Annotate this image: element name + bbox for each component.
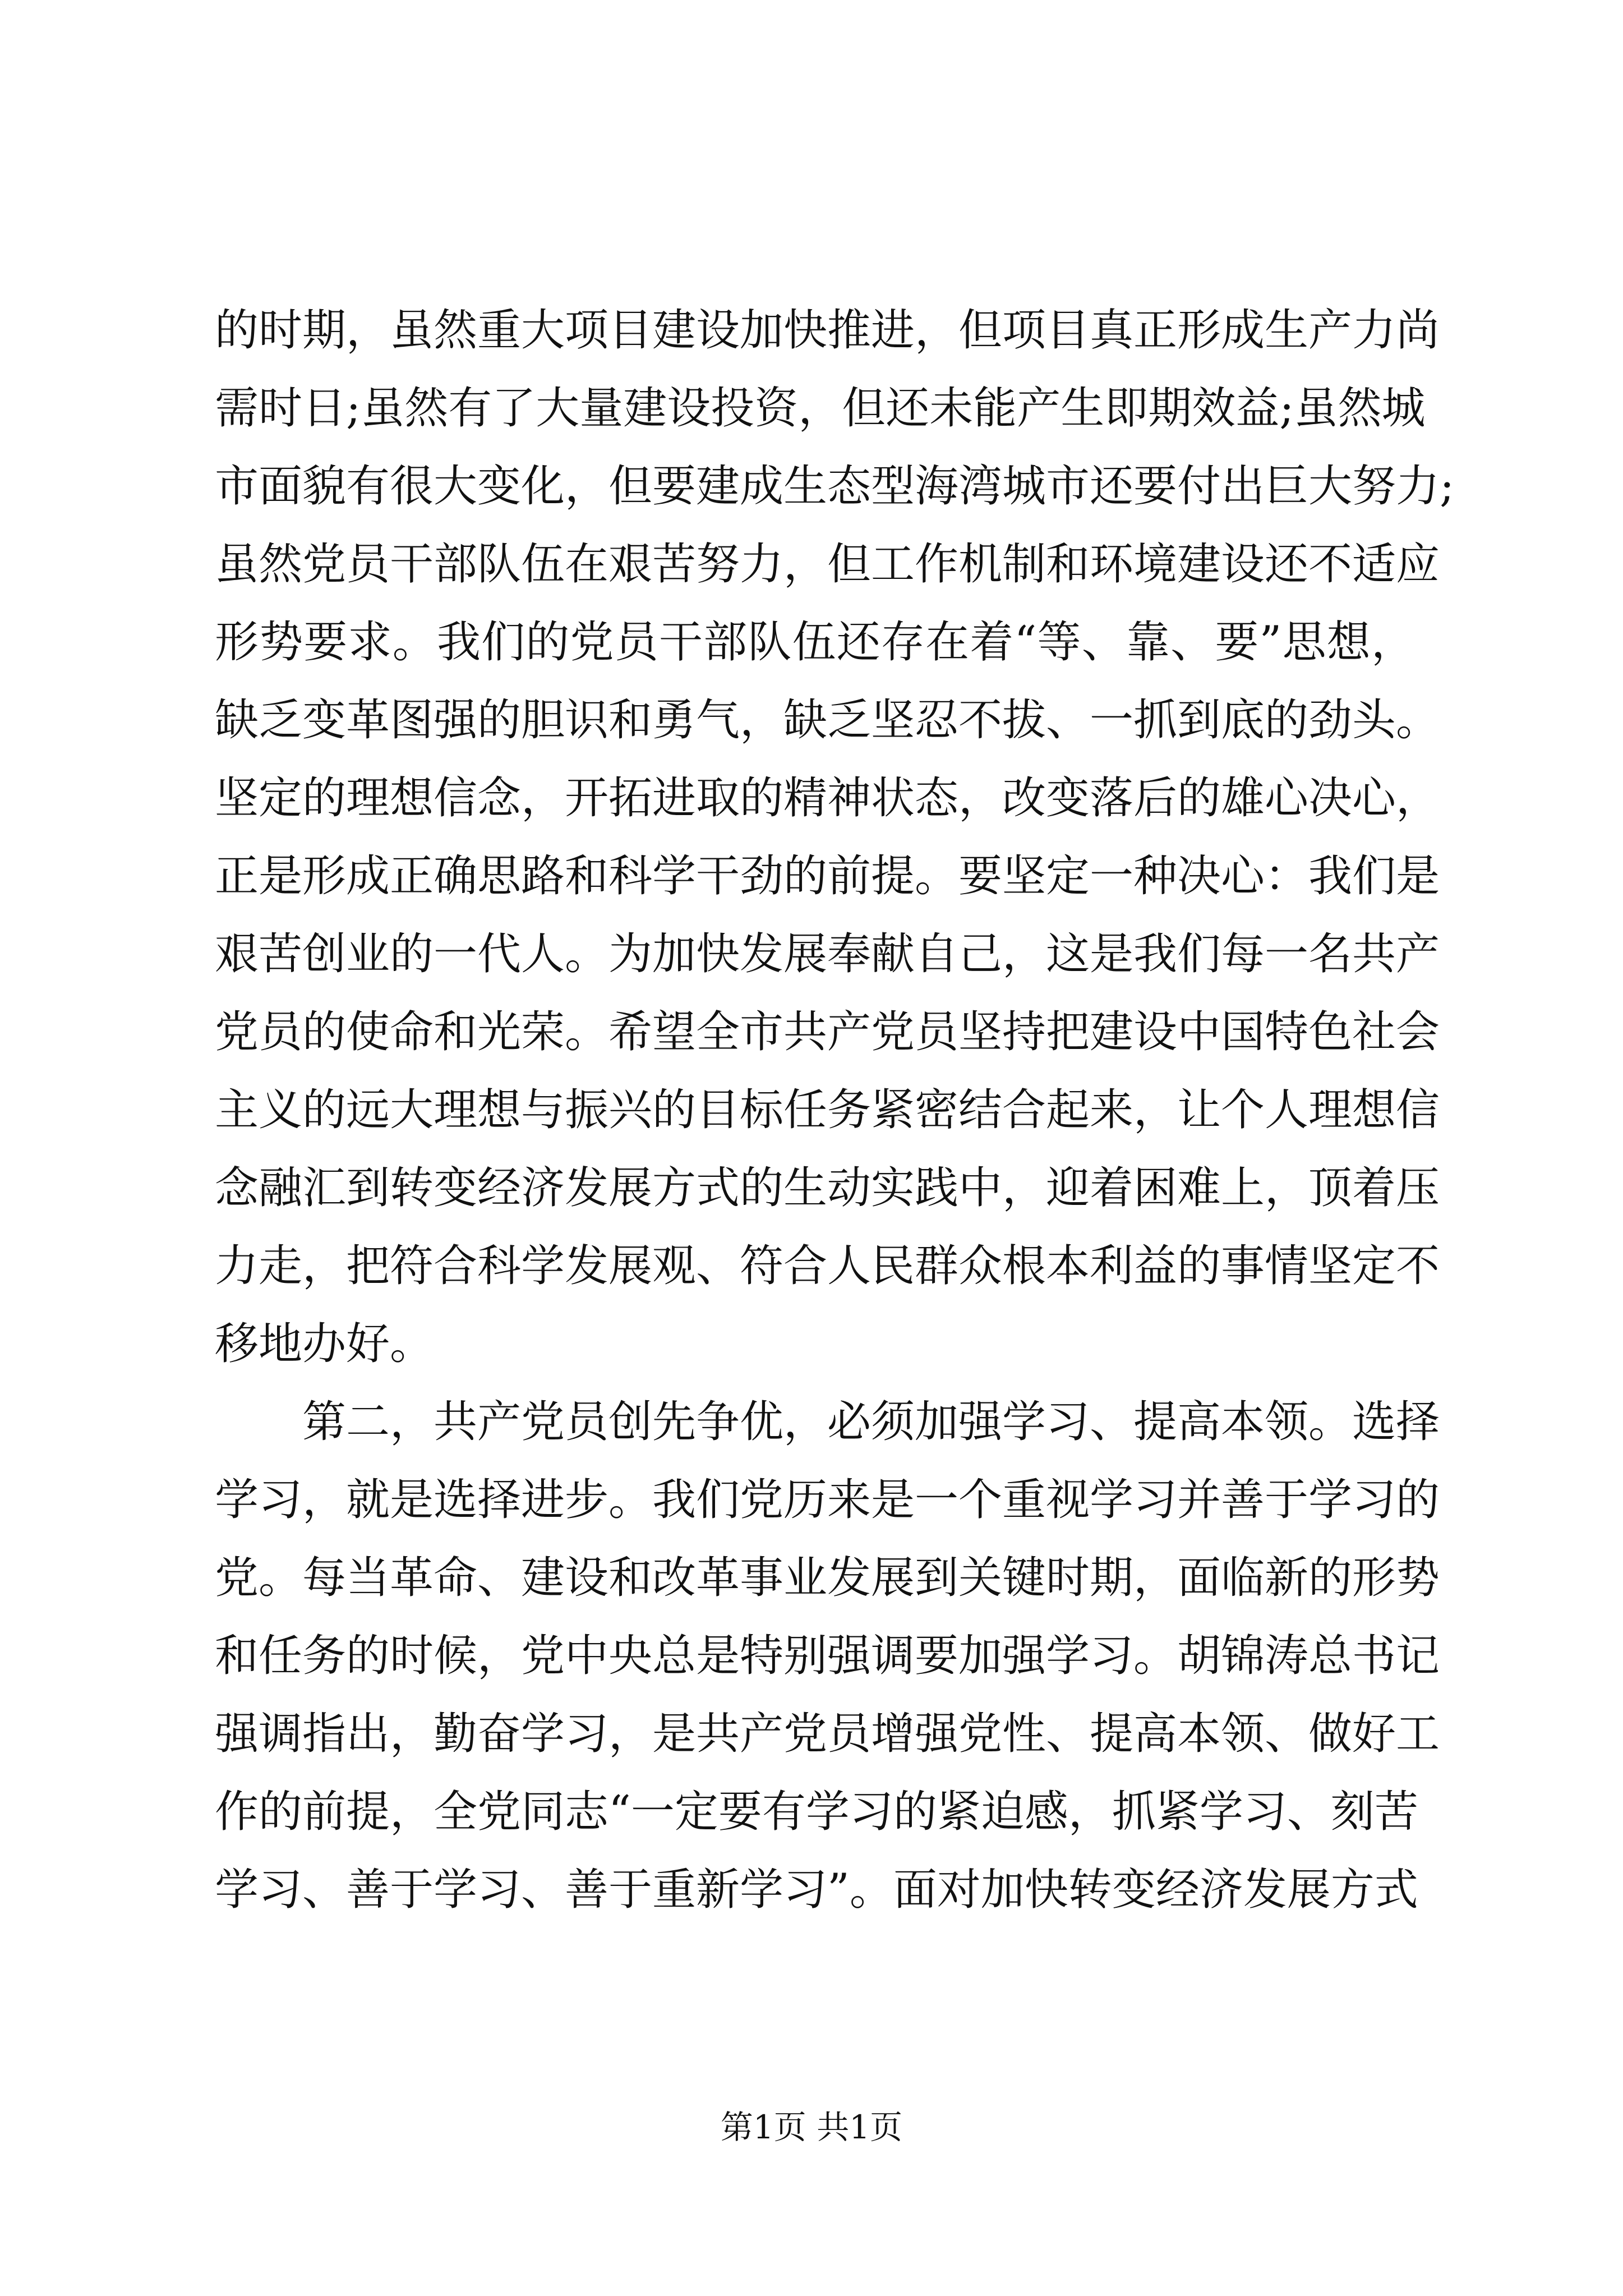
text-line: 缺乏变革图强的胆识和勇气，缺乏坚忍不拔、一抓到底的劲头。 <box>215 695 1440 746</box>
text-line: 虽然党员干部队伍在艰苦努力，但工作机制和环境建设还不适应 <box>215 539 1440 590</box>
text-line: 第二，共产党员创先争优，必须加强学习、提高本领。选择 <box>302 1397 1440 1447</box>
paragraph-2 <box>215 1383 1440 1929</box>
text-line: 需时日;虽然有了大量建设投资，但还未能产生即期效益;虽然城 <box>215 383 1426 434</box>
text-line: 市面貌有很大变化，但要建成生态型海湾城市还要付出巨大努力; <box>215 461 1455 512</box>
text-line: 和任务的时候，党中央总是特别强调要加强学习。胡锦涛总书记 <box>215 1631 1440 1681</box>
text-line: 形势要求。我们的党员干部队伍还存在着“等、靠、要”思想， <box>215 617 1415 668</box>
text-line: 党。每当革命、建设和改革事业发展到关键时期，面临新的形势 <box>215 1553 1440 1603</box>
text-line: 艰苦创业的一代人。为加快发展奉献自己，这是我们每一名共产 <box>215 929 1440 979</box>
paragraph-1 <box>215 292 1455 1383</box>
text-line: 正是形成正确思路和科学干劲的前提。要坚定一种决心：我们是 <box>215 851 1440 901</box>
page-number: 第1页 共1页 <box>720 2108 903 2146</box>
text-line: 学习，就是选择进步。我们党历来是一个重视学习并善于学习的 <box>215 1475 1440 1525</box>
text-line: 念融汇到转变经济发展方式的生动实践中，迎着困难上，顶着压 <box>215 1163 1440 1213</box>
document-body <box>215 292 1455 1929</box>
text-line: 作的前提，全党同志“一定要有学习的紧迫感，抓紧学习、刻苦 <box>215 1787 1418 1837</box>
text-line: 的时期，虽然重大项目建设加快推进，但项目真正形成生产力尚 <box>215 305 1440 356</box>
text-line: 学习、善于学习、善于重新学习”。面对加快转变经济发展方式 <box>215 1865 1418 1915</box>
page-footer <box>0 2105 1623 2150</box>
text-line: 党员的使命和光荣。希望全市共产党员坚持把建设中国特色社会 <box>215 1007 1440 1057</box>
text-line: 坚定的理想信念，开拓进取的精神状态，改变落后的雄心决心， <box>215 773 1440 823</box>
text-line: 移地办好。 <box>215 1319 434 1369</box>
text-line: 强调指出，勤奋学习，是共产党员增强党性、提高本领、做好工 <box>215 1709 1440 1759</box>
text-line: 主义的远大理想与振兴的目标任务紧密结合起来，让个人理想信 <box>215 1085 1440 1135</box>
text-line: 力走，把符合科学发展观、符合人民群众根本利益的事情坚定不 <box>215 1241 1440 1291</box>
